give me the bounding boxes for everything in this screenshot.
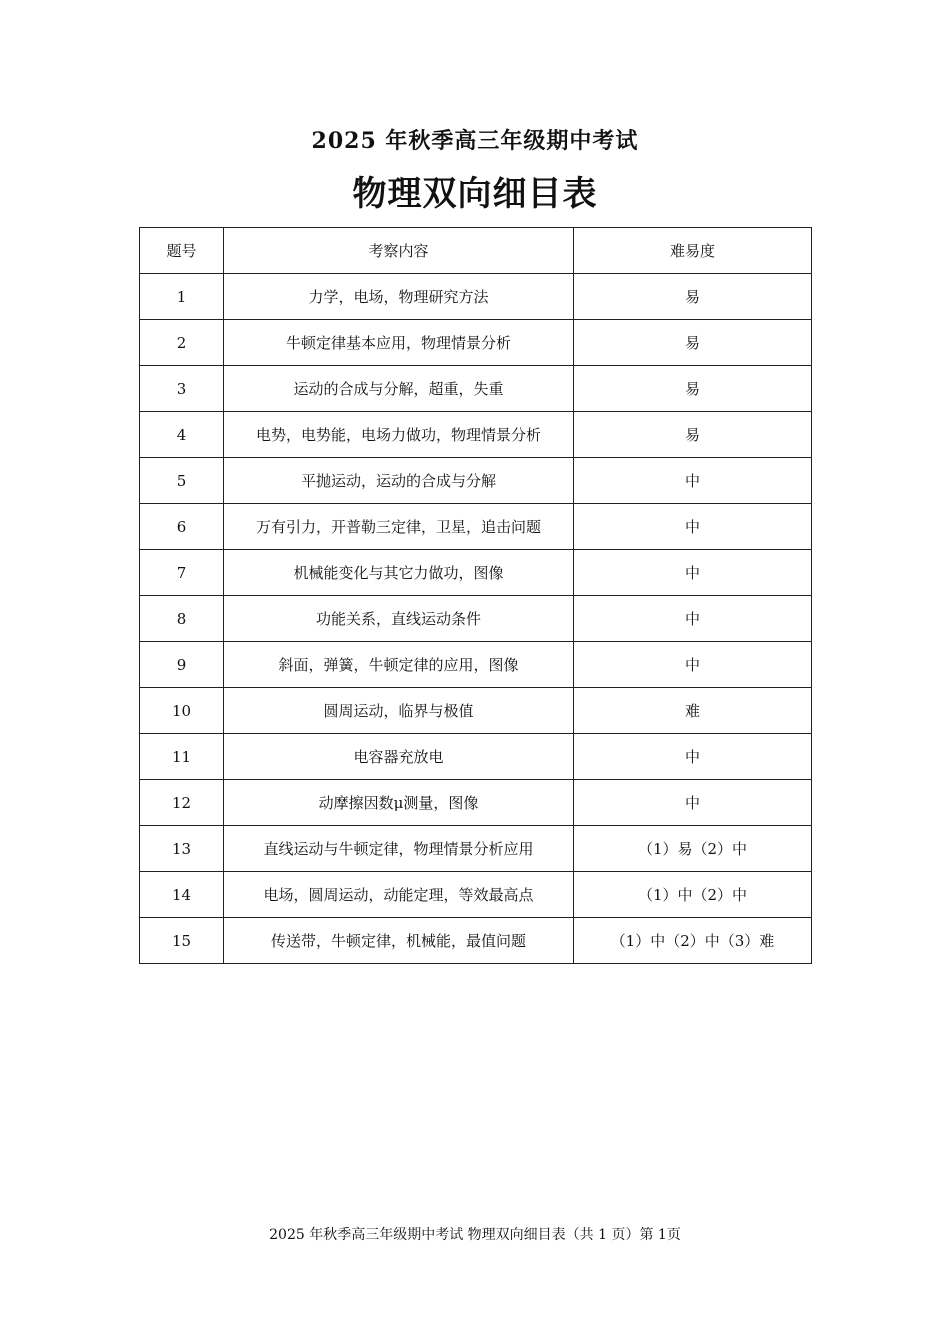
question-number-cell: 1 [140,274,224,320]
table-row [140,918,812,964]
difficulty-cell: 中 [574,550,812,596]
difficulty-cell: 中 [574,734,812,780]
difficulty-cell: （1）中（2）中（3）难 [574,918,812,964]
content-cell: 电场，圆周运动，动能定理，等效最高点 [224,872,574,918]
question-number-cell: 11 [140,734,224,780]
content-cell: 机械能变化与其它力做功，图像 [224,550,574,596]
question-number-cell: 15 [140,918,224,964]
content-cell: 动摩擦因数μ测量，图像 [224,780,574,826]
content-cell: 斜面，弹簧，牛顿定律的应用，图像 [224,642,574,688]
table-row [140,458,812,504]
question-number-cell: 6 [140,504,224,550]
table-row [140,596,812,642]
column-header-difficulty: 难易度 [574,228,812,274]
question-number-cell: 14 [140,872,224,918]
content-cell: 直线运动与牛顿定律，物理情景分析应用 [224,826,574,872]
table-row [140,688,812,734]
document-title: 物理双向细目表 [352,174,598,214]
table-row [140,734,812,780]
question-number-cell: 8 [140,596,224,642]
difficulty-cell: 中 [574,458,812,504]
table-row [140,826,812,872]
question-number-cell: 5 [140,458,224,504]
content-cell: 圆周运动，临界与极值 [224,688,574,734]
content-cell: 传送带，牛顿定律，机械能，最值问题 [224,918,574,964]
page-footer: 2025 年秋季高三年级期中考试 物理双向细目表（共 1 页）第 1页 [269,1227,681,1243]
difficulty-cell: 易 [574,412,812,458]
question-number-cell: 12 [140,780,224,826]
column-header-number: 题号 [140,228,224,274]
difficulty-cell: 难 [574,688,812,734]
table-row [140,320,812,366]
table-row [140,642,812,688]
difficulty-cell: 中 [574,780,812,826]
table-row [140,504,812,550]
table-row [140,872,812,918]
content-cell: 牛顿定律基本应用，物理情景分析 [224,320,574,366]
question-number-cell: 2 [140,320,224,366]
question-number-cell: 9 [140,642,224,688]
question-number-cell: 10 [140,688,224,734]
difficulty-cell: 易 [574,274,812,320]
difficulty-cell: 易 [574,320,812,366]
difficulty-cell: 中 [574,642,812,688]
exam-title: 2025 年秋季高三年级期中考试 [311,128,639,154]
content-cell: 运动的合成与分解，超重，失重 [224,366,574,412]
table-header-row [140,228,812,274]
content-cell: 电势，电势能，电场力做功，物理情景分析 [224,412,574,458]
difficulty-cell: 中 [574,504,812,550]
content-cell: 电容器充放电 [224,734,574,780]
question-number-cell: 13 [140,826,224,872]
spec-table [139,227,812,964]
content-cell: 平抛运动，运动的合成与分解 [224,458,574,504]
table-row [140,550,812,596]
difficulty-cell: 易 [574,366,812,412]
content-cell: 力学，电场，物理研究方法 [224,274,574,320]
question-number-cell: 4 [140,412,224,458]
difficulty-cell: （1）中（2）中 [574,872,812,918]
content-cell: 万有引力，开普勒三定律，卫星，追击问题 [224,504,574,550]
difficulty-cell: 中 [574,596,812,642]
question-number-cell: 3 [140,366,224,412]
column-header-content: 考察内容 [224,228,574,274]
content-cell: 功能关系，直线运动条件 [224,596,574,642]
question-number-cell: 7 [140,550,224,596]
table-row [140,412,812,458]
table-row [140,366,812,412]
difficulty-cell: （1）易（2）中 [574,826,812,872]
table-row [140,780,812,826]
table-row [140,274,812,320]
